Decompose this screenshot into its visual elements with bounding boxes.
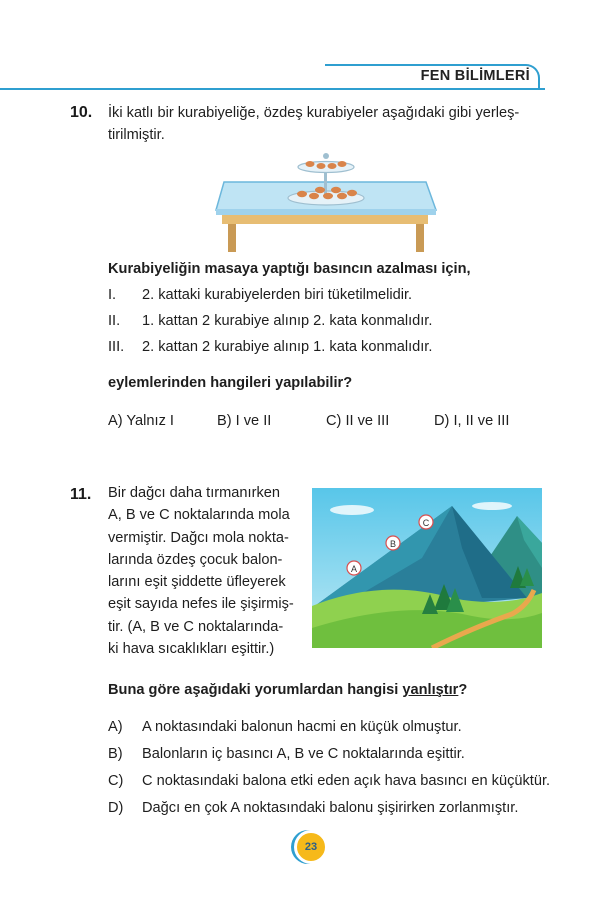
choice-b[interactable]: B) I ve II	[217, 413, 272, 429]
question-11-text-line: tir. (A, B ve C noktalarında-	[108, 618, 284, 635]
subject-title: FEN BİLİMLERİ	[420, 68, 530, 84]
question-11-text-line: eşit sayıda nefes ile şişirmiş-	[108, 596, 294, 613]
cookie-stand-illustration	[210, 150, 440, 255]
cloud	[472, 502, 512, 510]
question-11-question-pre: Buna göre aşağıdaki yorumlardan hangisi	[108, 682, 403, 698]
cloud	[330, 505, 374, 515]
option-letter: A)	[108, 719, 123, 735]
statement-i	[108, 287, 412, 303]
statement-text: 1. kattan 2 kurabiye alınıp 2. kata konmalıdır.	[142, 313, 433, 329]
question-10-question: eylemlerinden hangileri yapılabilir?	[108, 375, 353, 391]
question-11-question	[108, 679, 548, 701]
option-text: A noktasındaki balonun hacmi en küçük olmuştur.	[142, 719, 462, 735]
option-letter: D)	[108, 800, 124, 816]
option-c[interactable]	[108, 773, 550, 789]
option-letter: C)	[108, 773, 124, 789]
point-a-label: A	[350, 564, 358, 574]
point-c-label: C	[422, 518, 430, 528]
stand-knob	[323, 153, 329, 159]
statement-ii	[108, 313, 432, 329]
question-10-number: 10.	[70, 104, 93, 121]
choice-c[interactable]: C) II ve III	[326, 413, 390, 429]
question-11-text-line: larını eşit şiddette üfleyerek	[108, 574, 286, 591]
statement-text: 2. kattan 2 kurabiye alınıp 1. kata konmalıdır.	[142, 339, 433, 355]
cookie	[331, 187, 341, 193]
question-11-question-keyword: yanlıştır	[402, 682, 459, 698]
question-10-stem-line-2: tirilmiştir.	[108, 127, 165, 143]
question-11-text-line: Bir dağcı daha tırmanırken	[108, 485, 280, 501]
question-11-question-post: ?	[458, 682, 468, 698]
cookie	[337, 193, 347, 199]
option-a[interactable]	[108, 719, 462, 735]
statement-roman: III.	[108, 339, 125, 355]
cookie	[338, 161, 347, 167]
choice-d[interactable]: D) I, II ve III	[434, 413, 510, 429]
option-b[interactable]	[108, 746, 465, 762]
choice-a[interactable]: A) Yalnız I	[108, 413, 174, 429]
cookie	[306, 161, 315, 167]
option-letter: B)	[108, 746, 123, 762]
point-b-label: B	[389, 539, 397, 549]
cookie	[309, 193, 319, 199]
question-10-stem	[108, 102, 548, 146]
option-d[interactable]	[108, 800, 518, 816]
table-leg-left	[228, 220, 236, 252]
question-10-stem-line-1: İki katlı bir kurabiyeliğe, özdeş kurabiyeler aşağıdaki gibi yerleş-	[108, 105, 520, 121]
cookie	[347, 190, 357, 196]
page-number: 23	[294, 830, 328, 864]
cookie	[317, 163, 326, 169]
mountain-illustration	[312, 488, 542, 648]
option-text: C noktasındaki balona etki eden açık hava basıncı en küçüktür.	[142, 773, 551, 789]
table-glass-edge	[216, 209, 436, 215]
option-text: Balonların iç basıncı A, B ve C noktalarında eşittir.	[142, 746, 465, 762]
cookie	[315, 187, 325, 193]
cookie	[328, 163, 337, 169]
statement-text: 2. kattaki kurabiyelerden biri tüketilmelidir.	[142, 287, 413, 303]
statement-roman: II.	[108, 313, 121, 329]
question-11-text-line: A, B ve C noktalarında mola	[108, 507, 290, 524]
question-11-text-line: vermiştir. Dağcı mola nokta-	[108, 529, 289, 546]
statement-roman: I.	[108, 287, 117, 303]
cookie	[297, 191, 307, 197]
table-leg-right	[416, 220, 424, 252]
question-11-text-line: ki hava sıcaklıkları eşittir.)	[108, 641, 275, 658]
question-11-text-line: larında özdeş çocuk balon-	[108, 551, 283, 568]
cookie	[323, 193, 333, 199]
question-11-text	[108, 482, 298, 660]
statement-iii	[108, 339, 432, 355]
question-10-prompt: Kurabiyeliğin masaya yaptığı basıncın azalması için,	[108, 261, 471, 277]
question-11-number: 11.	[70, 486, 92, 503]
option-text: Dağcı en çok A noktasındaki balonu şişirirken zorlanmıştır.	[142, 800, 519, 816]
